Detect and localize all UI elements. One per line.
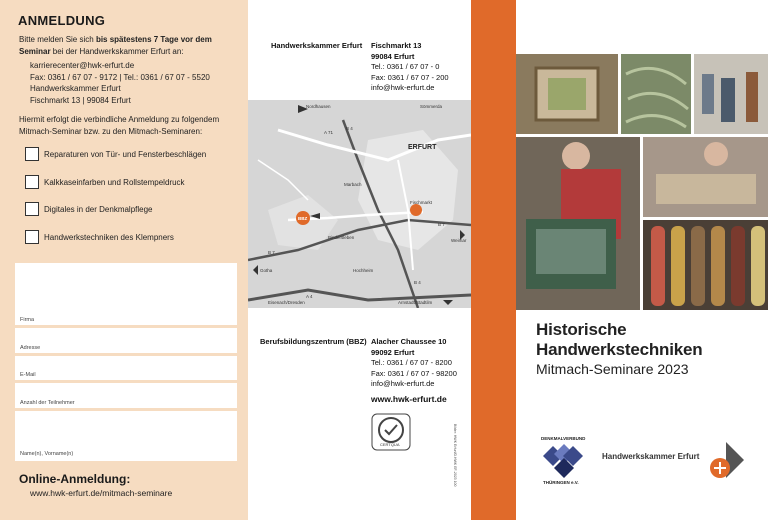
option-label-1: Reparaturen von Tür- und Fensterbeschlägen — [44, 150, 207, 159]
option-label-4: Handwerkstechniken des Klempners — [44, 233, 174, 242]
map-label-soemmerda: Sömmerda — [420, 104, 443, 109]
form-heading: ANMELDUNG — [18, 13, 106, 28]
field-email[interactable] — [15, 356, 237, 380]
map-road-a4: A 4 — [306, 294, 313, 299]
map-road-b7-east: B 7 — [438, 222, 445, 227]
option-label-3: Digitales in der Denkmalpflege — [44, 205, 153, 214]
website-link[interactable]: www.hwk-erfurt.de — [371, 394, 447, 404]
map-label-bindersleben: Bindersleben — [328, 235, 355, 240]
image-credit: Bilder: HWK Erfurt/D.HWK EF-2023 100 — [453, 424, 457, 487]
photo-collage — [516, 54, 768, 310]
bbz-name: Berufsbildungszentrum (BBZ) — [260, 337, 367, 346]
cover-subtitle: Mitmach-Seminare 2023 — [536, 361, 689, 377]
map-road-b4-north: B 4 — [346, 126, 353, 131]
map-label-fischmarkt: Fischmarkt — [410, 200, 433, 205]
bbz-email-link[interactable]: info@hwk-erfurt.de — [371, 379, 435, 388]
field-label-namen: Name(n), Vorname(n) — [20, 451, 74, 457]
option-label-2: Kalkkaseinfarben und Rollstempeldruck — [44, 178, 185, 187]
online-heading: Online-Anmeldung: — [19, 472, 131, 486]
location-map — [248, 100, 471, 308]
form-intro2: Hiermit erfolgt die verbindliche Anmeldung zu folgendem Mitmach-Seminar bzw. zu den Mitmach-Seminaren: — [19, 115, 220, 136]
map-label-marbach: Marbach — [344, 182, 362, 187]
hwk-logo — [708, 440, 746, 480]
map-road-b7-west: B 7 — [268, 250, 275, 255]
checkbox-option-4[interactable] — [25, 230, 39, 244]
contact-org: Handwerkskammer Erfurt — [30, 84, 121, 93]
checkbox-option-1[interactable] — [25, 147, 39, 161]
map-city-label: ERFURT — [408, 144, 437, 151]
photo-collage-graphic — [516, 54, 768, 310]
map-label-eisenach: Eisenach/Dresden — [268, 300, 305, 305]
bbz-address: Alacher Chaussee 10 99092 Erfurt Tel.: 0361 / 67 07 - 8200 Fax: 0361 / 67 07 - 98200 info@hwk-erfurt.de — [371, 337, 457, 388]
map-road-b4-south: B 4 — [414, 280, 421, 285]
contact-phone: Fax: 0361 / 67 07 - 9172 | Tel.: 0361 / 67 07 - 5520 — [30, 72, 210, 82]
field-label-email: E-Mail — [20, 372, 36, 378]
form-contact — [30, 60, 210, 106]
map-label-arnstadt: Arnstadt/Stadtilm — [398, 300, 433, 305]
map-label-weimar: Weimar — [451, 238, 467, 243]
hwk-email-link[interactable]: info@hwk-erfurt.de — [371, 83, 435, 92]
field-label-teilnehmer: Anzahl der Teilnehmer — [20, 400, 75, 406]
orange-divider — [471, 0, 516, 520]
contact-address: Fischmarkt 13 | 99084 Erfurt — [30, 95, 131, 105]
map-road-a71: A 71 — [324, 130, 334, 135]
map-label-hochheim: Hochheim — [353, 268, 374, 273]
form-intro: Bitte melden Sie sich bis spätestens 7 Tage vor dem Seminar bei der Handwerkskammer Erfurt an: — [19, 35, 212, 56]
field-adresse[interactable] — [15, 328, 237, 353]
map-label-gotha: Gotha — [260, 268, 273, 273]
map-label-nordhausen: Nordhausen — [306, 104, 331, 109]
hwk-name: Handwerkskammer Erfurt — [271, 41, 363, 50]
checkbox-option-2[interactable] — [25, 175, 39, 189]
hwk-logo-icon — [708, 440, 746, 480]
cover-title: Historische Handwerkstechniken — [536, 320, 703, 359]
map-graphic — [248, 100, 471, 308]
field-firma[interactable] — [15, 263, 237, 325]
checkbox-option-3[interactable] — [25, 202, 39, 216]
certqua-seal: CERTQUA — [371, 413, 411, 451]
field-label-adresse: Adresse — [20, 345, 41, 351]
denkmalverbund-logo: DENKMALVERBUND THÜRINGEN e.V. — [537, 436, 591, 488]
map-label-bbz: BBZ — [298, 216, 308, 221]
hwk-address: Fischmarkt 13 99084 Erfurt Tel.: 0361 / 67 07 - 0 Fax: 0361 / 67 07 - 200 info@hwk-erfurt.de — [371, 41, 449, 92]
hwk-logo-text: Handwerkskammer Erfurt — [602, 452, 700, 461]
contact-email[interactable]: karrierecenter@hwk-erfurt.de — [30, 61, 135, 70]
field-label-firma: Firma — [20, 317, 35, 323]
online-url-link[interactable]: www.hwk-erfurt.de/mitmach-seminare — [30, 488, 173, 498]
